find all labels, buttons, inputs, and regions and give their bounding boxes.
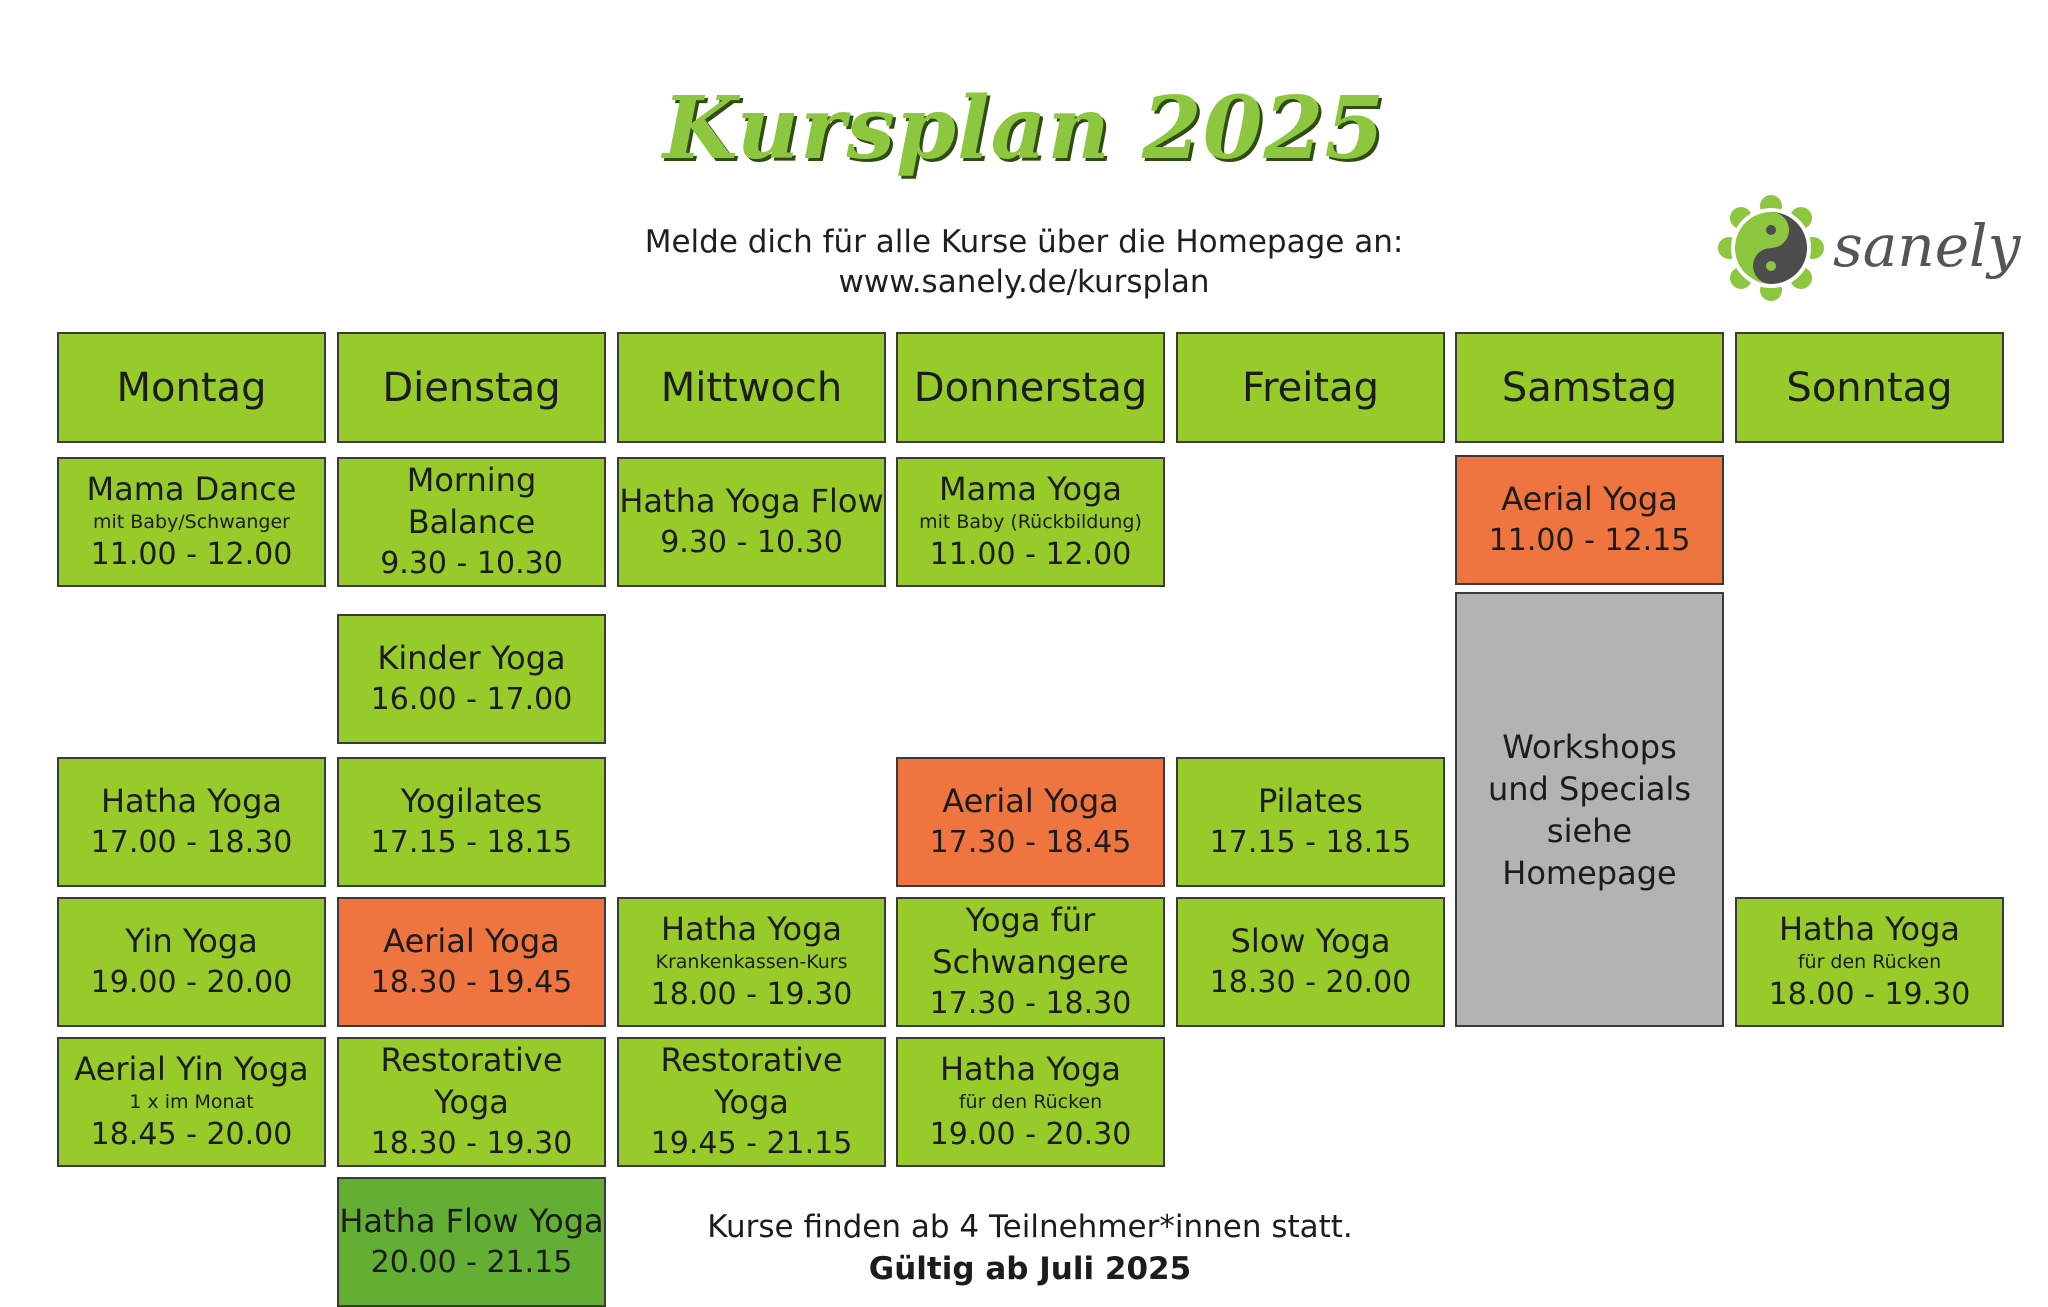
course-yoga-fuer-schwangere[interactable] bbox=[896, 897, 1165, 1027]
course-name: Kinder Yoga bbox=[377, 639, 566, 677]
course-restorative-yoga-dienstag[interactable] bbox=[337, 1037, 606, 1167]
course-time: 18.30 - 19.30 bbox=[370, 1126, 573, 1161]
course-time: 11.00 - 12.00 bbox=[90, 537, 293, 572]
course-name-line-1: Yoga für bbox=[965, 901, 1096, 939]
course-time: 17.30 - 18.30 bbox=[929, 986, 1132, 1021]
course-name: Slow Yoga bbox=[1230, 922, 1391, 960]
course-hatha-yoga-montag[interactable] bbox=[57, 757, 326, 887]
course-note: für den Rücken bbox=[958, 1091, 1103, 1113]
day-header-sonntag: Sonntag bbox=[1735, 332, 2004, 443]
course-name: Yin Yoga bbox=[125, 922, 258, 960]
workshops-line-2: und Specials bbox=[1487, 769, 1691, 808]
course-kinder-yoga[interactable] bbox=[337, 614, 606, 744]
sanely-logo bbox=[1715, 192, 2021, 302]
course-name: Hatha Yoga bbox=[1778, 910, 1961, 948]
course-mama-dance[interactable] bbox=[57, 457, 326, 587]
subtitle-line-1: Melde dich für alle Kurse über die Homepage an: bbox=[644, 224, 1404, 260]
footer-line-1: Kurse finden ab 4 Teilnehmer*innen statt. bbox=[707, 1209, 1353, 1245]
course-hatha-yoga-ruecken-donnerstag[interactable] bbox=[896, 1037, 1165, 1167]
course-name: Aerial Yin Yoga bbox=[74, 1050, 309, 1088]
workshops-specials-box[interactable] bbox=[1455, 592, 1724, 1027]
course-name-line-2: Schwangere bbox=[932, 943, 1129, 981]
course-time: 18.30 - 19.45 bbox=[370, 965, 573, 1000]
course-slow-yoga[interactable] bbox=[1176, 897, 1445, 1027]
course-yogilates[interactable] bbox=[337, 757, 606, 887]
course-hatha-flow-yoga[interactable] bbox=[337, 1177, 606, 1307]
course-name-line-2: Yoga bbox=[434, 1083, 509, 1121]
course-aerial-yin-yoga[interactable] bbox=[57, 1037, 326, 1167]
course-time: 20.00 - 21.15 bbox=[370, 1245, 573, 1280]
course-time: 17.15 - 18.15 bbox=[370, 825, 573, 860]
course-name-line-1: Restorative bbox=[660, 1041, 843, 1079]
subtitle-link[interactable]: www.sanely.de/kursplan bbox=[838, 264, 1210, 300]
course-name: Hatha Yoga Flow bbox=[619, 482, 884, 520]
course-hatha-yoga-krankenkasse[interactable] bbox=[617, 897, 886, 1027]
day-header-montag: Montag bbox=[57, 332, 326, 443]
course-time: 17.30 - 18.45 bbox=[929, 825, 1132, 860]
day-header-dienstag: Dienstag bbox=[337, 332, 606, 443]
course-time: 9.30 - 10.30 bbox=[660, 525, 843, 560]
course-time: 11.00 - 12.00 bbox=[929, 537, 1132, 572]
course-note: für den Rücken bbox=[1797, 951, 1942, 973]
course-note: mit Baby (Rückbildung) bbox=[919, 511, 1142, 533]
course-morning-balance[interactable] bbox=[337, 457, 606, 587]
workshops-line-4: Homepage bbox=[1502, 853, 1677, 892]
day-header-freitag: Freitag bbox=[1176, 332, 1445, 443]
course-time: 16.00 - 17.00 bbox=[370, 682, 573, 717]
course-time: 9.30 - 10.30 bbox=[380, 546, 563, 581]
course-time: 19.00 - 20.00 bbox=[90, 965, 293, 1000]
course-aerial-yoga-dienstag[interactable] bbox=[337, 897, 606, 1027]
course-time: 18.30 - 20.00 bbox=[1209, 965, 1412, 1000]
workshops-line-1: Workshops bbox=[1502, 727, 1677, 766]
course-name: Aerial Yoga bbox=[1501, 480, 1678, 518]
course-time: 19.00 - 20.30 bbox=[929, 1117, 1132, 1152]
page-title: Kursplan 2025 bbox=[662, 78, 1386, 179]
course-name: Hatha Flow Yoga bbox=[339, 1202, 604, 1240]
course-pilates[interactable] bbox=[1176, 757, 1445, 887]
course-hatha-yoga-flow[interactable] bbox=[617, 457, 886, 587]
course-name: Aerial Yoga bbox=[942, 782, 1119, 820]
course-name: Aerial Yoga bbox=[383, 922, 560, 960]
course-aerial-yoga-samstag[interactable] bbox=[1455, 455, 1724, 585]
course-name: Hatha Yoga bbox=[660, 910, 843, 948]
course-hatha-yoga-ruecken-sonntag[interactable] bbox=[1735, 897, 2004, 1027]
course-name: Mama Yoga bbox=[939, 470, 1122, 508]
course-name: Mama Dance bbox=[86, 470, 297, 508]
course-name-line-2: Yoga bbox=[714, 1083, 789, 1121]
day-header-mittwoch: Mittwoch bbox=[617, 332, 886, 443]
course-mama-yoga[interactable] bbox=[896, 457, 1165, 587]
lotus-yin-yang-icon bbox=[1715, 192, 1827, 304]
course-name: Yogilates bbox=[400, 782, 543, 820]
course-time: 18.00 - 19.30 bbox=[650, 977, 853, 1012]
course-name-line-1: Restorative bbox=[380, 1041, 563, 1079]
course-note: mit Baby/Schwanger bbox=[93, 511, 290, 533]
logo-text: sanely bbox=[1833, 212, 2021, 280]
course-restorative-yoga-mittwoch[interactable] bbox=[617, 1037, 886, 1167]
course-time: 17.15 - 18.15 bbox=[1209, 825, 1412, 860]
course-yin-yoga[interactable] bbox=[57, 897, 326, 1027]
course-name: Pilates bbox=[1258, 782, 1363, 820]
course-name: Morning Balance bbox=[406, 461, 537, 541]
footer-validity: Gültig ab Juli 2025 bbox=[868, 1251, 1192, 1287]
course-time: 18.45 - 20.00 bbox=[90, 1117, 293, 1152]
footer-note bbox=[630, 1206, 1430, 1290]
day-header-samstag: Samstag bbox=[1455, 332, 1724, 443]
course-time: 11.00 - 12.15 bbox=[1488, 523, 1691, 558]
course-note: Krankenkassen-Kurs bbox=[655, 951, 848, 973]
course-time: 18.00 - 19.30 bbox=[1768, 977, 1971, 1012]
course-aerial-yoga-donnerstag[interactable] bbox=[896, 757, 1165, 887]
course-time: 19.45 - 21.15 bbox=[650, 1126, 853, 1161]
course-note: 1 x im Monat bbox=[129, 1091, 254, 1113]
course-name: Hatha Yoga bbox=[100, 782, 283, 820]
course-name: Hatha Yoga bbox=[939, 1050, 1122, 1088]
course-time: 17.00 - 18.30 bbox=[90, 825, 293, 860]
day-header-donnerstag: Donnerstag bbox=[896, 332, 1165, 443]
workshops-line-3: siehe bbox=[1546, 811, 1633, 850]
